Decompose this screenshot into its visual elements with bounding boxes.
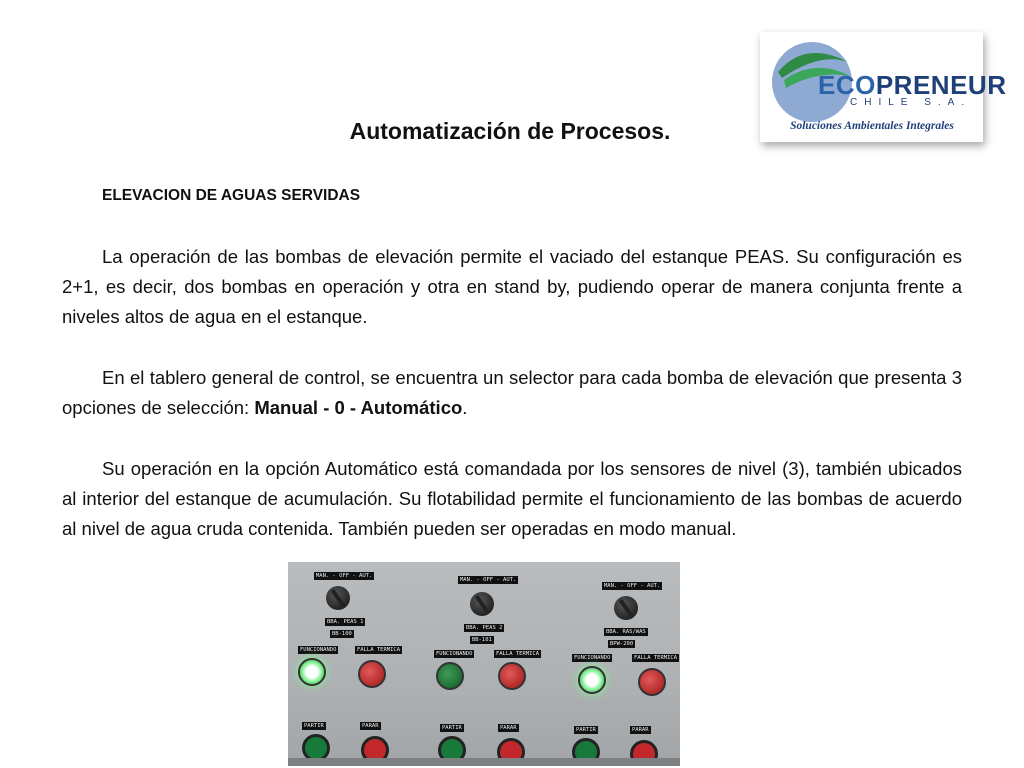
selector-knob (326, 586, 350, 610)
selector-label: MAN. - OFF - AUT. (316, 573, 373, 579)
running-lamp (578, 666, 606, 694)
unit-name: BBA. RAS/WAS (606, 629, 646, 635)
running-label: FUNCIONANDO (300, 647, 337, 653)
selector-options: Manual - 0 - Automático (254, 397, 463, 418)
running-lamp (298, 658, 326, 686)
unit-code: BB-101 (472, 637, 492, 643)
logo-subtitle: CHILE S.A. (850, 97, 972, 108)
unit-name: BBA. PEAS 2 (466, 625, 503, 631)
selector-label: MAN. - OFF - AUT. (460, 577, 517, 583)
stop-label: PARAR (632, 727, 649, 733)
fault-label: FALLA TERMICA (357, 647, 401, 653)
paragraph-pump-operation: La operación de las bombas de elevación permite el vaciado del estanque PEAS. Su configuración es 2+1, es decir, dos bombas en operación y otra en stand by, pudiendo operar de manera conjunta frente a niveles altos de agua en el estanque. (62, 246, 962, 327)
fault-lamp (638, 668, 666, 696)
control-panel-photo (288, 562, 680, 766)
start-label: PARTIR (576, 727, 596, 733)
stop-label: PARAR (362, 723, 379, 729)
fault-label: FALLA TERMICA (634, 655, 678, 661)
unit-name: BBA. PEAS 1 (327, 619, 364, 625)
running-label: FUNCIONANDO (574, 655, 611, 661)
fault-lamp (498, 662, 526, 690)
paragraph-automatic-mode: Su operación en la opción Automático está comandada por los sensores de nivel (3), también ubicados al interior del estanque de acumulación. Su flotabilidad permite el funcionamiento de las bombas de acuerdo al nivel de agua cruda contenida. También pueden ser operadas en modo manual. (62, 458, 962, 539)
unit-code: BB-100 (332, 631, 352, 637)
selector-knob (614, 596, 638, 620)
stop-label: PARAR (500, 725, 517, 731)
paragraph-control-panel: En el tablero general de control, se encuentra un selector para cada bomba de elevación que presenta 3 opciones de selección: Manual - 0 - Automático. (62, 367, 962, 418)
section-heading: ELEVACION DE AGUAS SERVIDAS (102, 187, 361, 204)
running-label: FUNCIONANDO (436, 651, 473, 657)
start-label: PARTIR (304, 723, 324, 729)
fault-label: FALLA TERMICA (496, 651, 540, 657)
logo-wordmark: ECOPRENEUR (818, 70, 1007, 100)
selector-label: MAN. - OFF - AUT. (604, 583, 661, 589)
page-title: Automatización de Procesos. (349, 118, 671, 144)
panel-bottom-edge (288, 758, 680, 766)
selector-knob (470, 592, 494, 616)
running-lamp (436, 662, 464, 690)
unit-code: BPW-200 (610, 641, 634, 647)
start-label: PARTIR (442, 725, 462, 731)
logo-tagline: Soluciones Ambientales Integrales (790, 120, 954, 132)
fault-lamp (358, 660, 386, 688)
